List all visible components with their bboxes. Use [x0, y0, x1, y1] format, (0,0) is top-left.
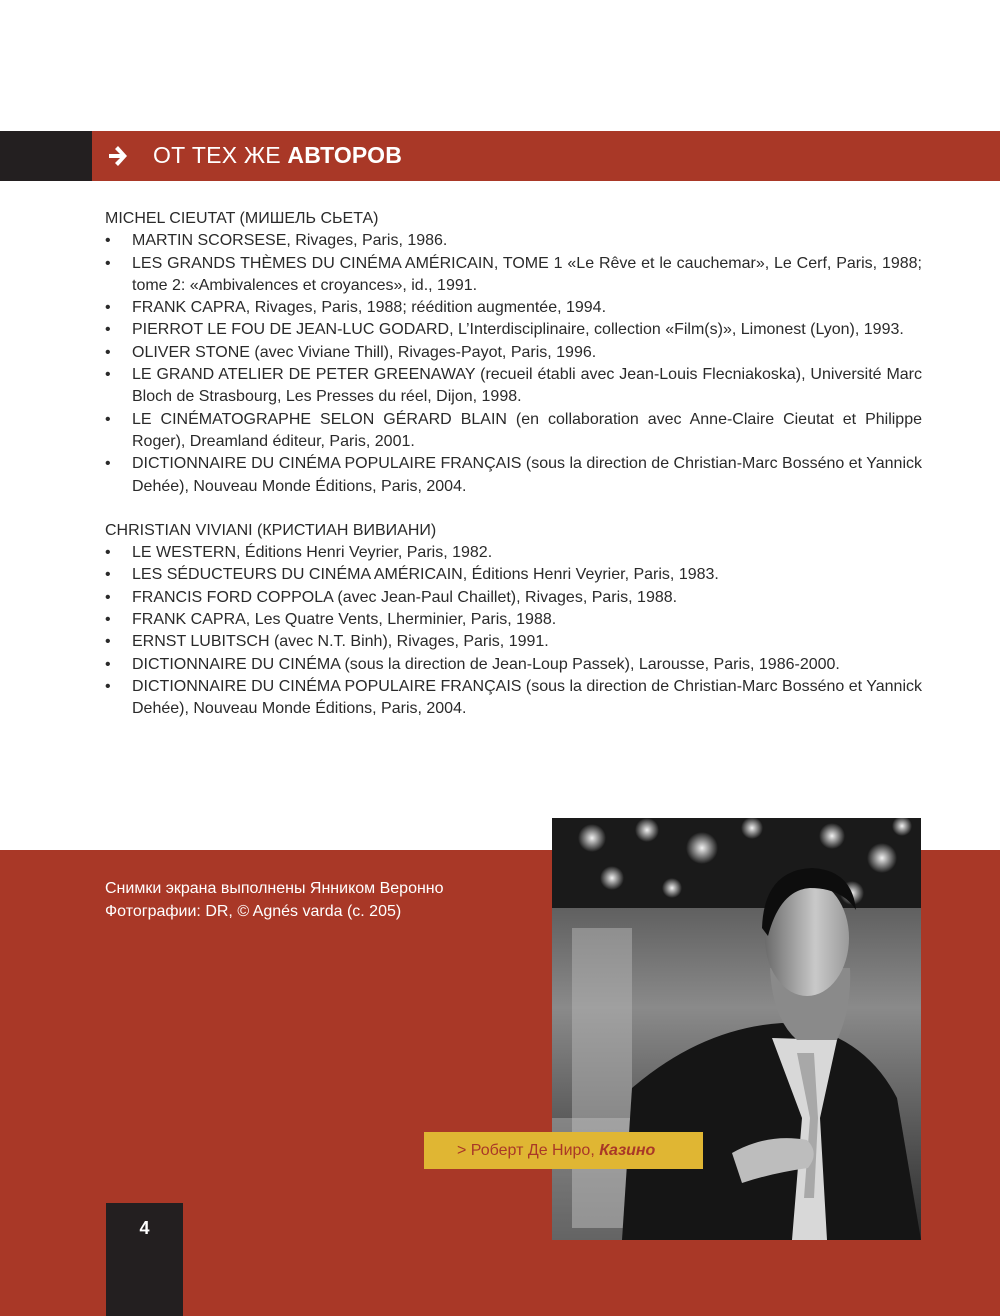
bullet-icon: • [105, 321, 111, 339]
list-item [105, 364, 922, 409]
list-item [105, 409, 922, 454]
list-item [105, 319, 922, 341]
bullet-icon: • [105, 633, 111, 651]
author-name: CHRISTIAN VIVIANI (КРИСТИАН ВИВИАНИ) [105, 521, 437, 539]
book-entry: DICTIONNAIRE DU CINÉMA POPULAIRE FRANÇAIS (sous la direction de Christian-Marc Bosséno et Yannick Dehée), Nouveau Monde Éditions, Paris, 2004. [132, 677, 922, 718]
list-item [105, 297, 922, 319]
page-title: ОТ ТЕХ ЖЕ АВТОРОВ [153, 142, 403, 168]
book-entry: DICTIONNAIRE DU CINÉMA POPULAIRE FRANÇAIS (sous la direction de Christian-Marc Bosséno et Yannick Dehée), Nouveau Monde Éditions, Paris, 2004. [132, 455, 922, 495]
bullet-icon: • [105, 343, 111, 361]
list-item [105, 631, 922, 653]
page-number-tab [106, 1203, 183, 1316]
book-entry: LE CINÉMATOGRAPHE SELON GÉRARD BLAIN (en collaboration avec Anne-Claire Cieutat et Philippe Roger), Dreamland éditeur, Paris, 2001. [132, 410, 922, 450]
author-name: MICHEL CIEUTAT (МИШЕЛЬ СЬЕТА) [105, 210, 379, 227]
book-entry: PIERROT LE FOU DE JEAN-LUC GODARD, L’Interdisciplinaire, collection «Film(s)», Limonest (Lyon), 1993. [132, 321, 904, 339]
list-item [105, 587, 922, 609]
list-item [105, 609, 922, 631]
bullet-icon: • [105, 232, 111, 250]
book-entry: LE WESTERN, Éditions Henri Veyrier, Paris, 1982. [132, 544, 493, 562]
photo-robert-de-niro [552, 818, 921, 1240]
page-number: 4 [139, 1218, 150, 1238]
list-item [105, 564, 922, 586]
section-header [0, 131, 1000, 181]
list-item [105, 230, 922, 252]
credits-line: Снимки экрана выполнены Янником Веронно [105, 880, 444, 897]
bullet-icon: • [105, 588, 111, 606]
book-list [105, 542, 922, 720]
credits-line: Фотографии: DR, © Agnés varda (с. 205) [105, 902, 402, 920]
bullet-icon: • [105, 299, 111, 317]
book-entry: MARTIN SCORSESE, Rivages, Paris, 1986. [132, 232, 448, 250]
bibliography [105, 208, 922, 743]
arrow-right-icon [106, 141, 130, 171]
bullet-icon: • [105, 655, 111, 673]
bullet-icon: • [105, 611, 111, 629]
book-entry: FRANCIS FORD COPPOLA (avec Jean-Paul Chaillet), Rivages, Paris, 1988. [132, 588, 678, 606]
bullet-icon: • [105, 455, 111, 473]
photo-credits [105, 878, 444, 923]
list-item [105, 253, 922, 298]
list-item [105, 453, 922, 498]
bullet-icon: • [105, 366, 111, 384]
list-item [105, 542, 922, 564]
bullet-icon: • [105, 566, 111, 584]
photo-caption: > Роберт Де Ниро, Казино [424, 1132, 703, 1169]
list-item [105, 342, 922, 364]
bullet-icon: • [105, 254, 111, 272]
book-entry: LE GRAND ATELIER DE PETER GREENAWAY (recueil établi avec Jean-Louis Flecniakoska), Université Marc Bloch de Strasbourg, Les Presses du réel, Dijon, 1998. [132, 366, 922, 406]
book-entry: LES GRANDS THÈMES DU CINÉMA AMÉRICAIN, TOME 1 «Le Rêve et le cauchemar», Le Cerf, Paris, 1988; tome 2: «Ambivalences et croyances», id., 1991. [132, 254, 922, 294]
list-item [105, 654, 922, 676]
book-entry: ERNST LUBITSCH (avec N.T. Binh), Rivages, Paris, 1991. [132, 633, 549, 651]
book-entry: FRANK CAPRA, Les Quatre Vents, Lherminier, Paris, 1988. [132, 611, 557, 629]
bullet-icon: • [105, 544, 111, 562]
book-entry: FRANK CAPRA, Rivages, Paris, 1988; réédition augmentée, 1994. [132, 299, 607, 317]
book-entry: LES SÉDUCTEURS DU CINÉMA AMÉRICAIN, Éditions Henri Veyrier, Paris, 1983. [132, 566, 719, 584]
bullet-icon: • [105, 410, 111, 428]
book-list [105, 230, 922, 498]
list-item [105, 676, 922, 721]
bullet-icon: • [105, 677, 111, 695]
header-dark-block [0, 131, 92, 181]
book-entry: OLIVER STONE (avec Viviane Thill), Rivages-Payot, Paris, 1996. [132, 343, 597, 361]
book-entry: DICTIONNAIRE DU CINÉMA (sous la direction de Jean-Loup Passek), Larousse, Paris, 1986-2000. [132, 655, 840, 673]
